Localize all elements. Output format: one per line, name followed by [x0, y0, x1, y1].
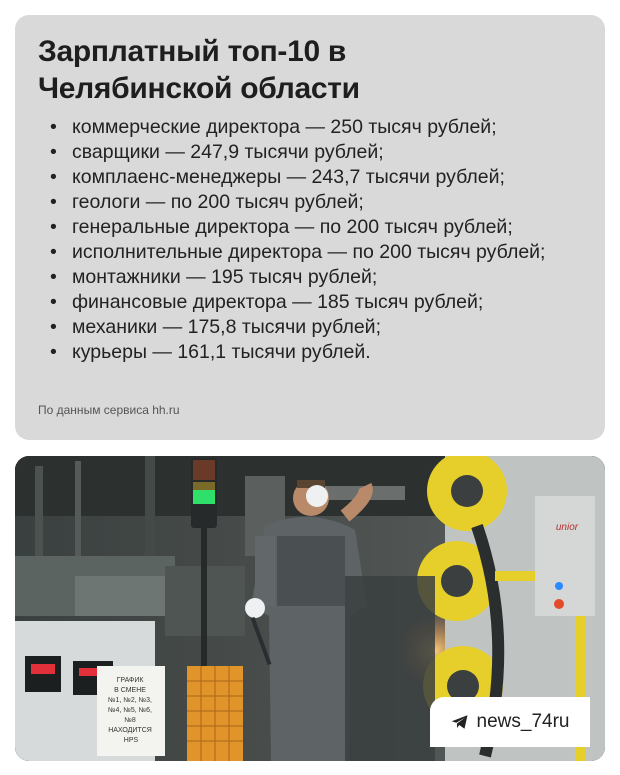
telegram-icon — [451, 714, 469, 730]
list-item: • механики — 175,8 тысячи рублей; — [50, 316, 381, 338]
list-item: • генеральные директора — по 200 тысяч рублей; — [50, 216, 513, 238]
list-item: • геологи — по 200 тысяч рублей; — [50, 191, 364, 213]
bullet: • — [50, 141, 57, 163]
bullet: • — [50, 291, 57, 313]
bullet: • — [50, 266, 57, 288]
list-item: • исполнительные директора — по 200 тысяч рублей; — [50, 241, 546, 263]
card-title: Зарплатный топ-10 в Челябинской области — [38, 35, 360, 105]
svg-text:ГРАФИК В СМЕНЕ №1,: ГРАФИК В СМЕНЕ №1, №2, №3, №4, №5, №6, №8 НАХОДИТСЯ HPS — [108, 677, 152, 744]
bullet: • — [50, 166, 57, 188]
bullet: • — [50, 116, 57, 138]
source-badge[interactable] — [430, 697, 590, 747]
list-item: • коммерческие директора — 250 тысяч рублей; — [50, 116, 497, 138]
svg-text:unior: unior — [555, 522, 579, 533]
factory-photo — [15, 456, 605, 761]
source-note: По данным сервиса hh.ru — [38, 403, 180, 417]
bullet: • — [50, 216, 57, 238]
channel-handle: news_74ru — [476, 711, 570, 732]
salary-list — [38, 115, 583, 365]
bullet: • — [50, 316, 57, 338]
list-item: • финансовые директора — 185 тысяч рублей; — [50, 291, 484, 313]
bullet: • — [50, 341, 57, 363]
list-item: • курьеры — 161,1 тысячи рублей. — [50, 341, 371, 363]
list-item: • сварщики — 247,9 тысячи рублей; — [50, 141, 384, 163]
list-item: • комплаенс-менеджеры — 243,7 тысячи рублей; — [50, 166, 505, 188]
bullet: • — [50, 191, 57, 213]
list-item: • монтажники — 195 тысяч рублей; — [50, 266, 378, 288]
info-card — [15, 15, 605, 440]
bullet: • — [50, 241, 57, 263]
